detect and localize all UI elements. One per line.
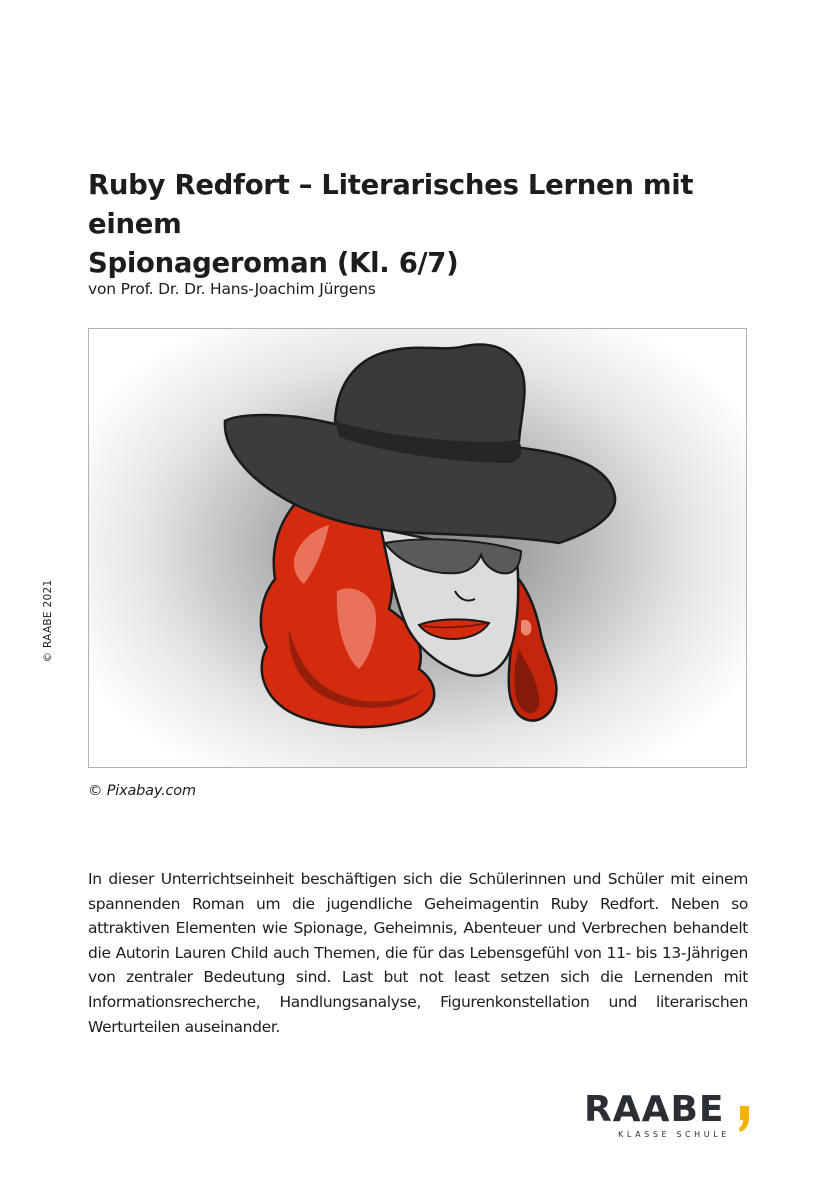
author-line: von Prof. Dr. Dr. Hans-Joachim Jürgens bbox=[88, 280, 376, 298]
logo-tagline: KLASSE SCHULE bbox=[618, 1130, 730, 1139]
document-title bbox=[88, 166, 778, 283]
raabe-logo bbox=[584, 1090, 754, 1140]
logo-wordmark: RAABE bbox=[584, 1089, 725, 1130]
image-credit: © Pixabay.com bbox=[88, 783, 196, 799]
logo-comma-icon bbox=[738, 1106, 750, 1132]
side-copyright bbox=[38, 578, 58, 664]
document-title-line-2: Spionageroman (Kl. 6/7) bbox=[88, 247, 459, 279]
intro-paragraph: In dieser Unterrichtseinheit beschäftigen sich die Schülerinnen und Schüler mit einem spannenden Roman um die jugendliche Geheimagentin Ruby Redfort. Neben so attraktiven Elementen wie Spionage, Geheimnis, Abenteuer und Verbrechen behandelt die Autorin Lauren Child auch Themen, die für das Lebensgefühl von 11- bis 13-Jährigen von zentraler Bedeutung sind. Last but not least setzen sich die Lernenden mit Informationsrecherche, Handlungsanalyse, Figurenkonstellation und literarischen Werturteilen auseinander. bbox=[88, 870, 748, 1036]
cover-illustration bbox=[88, 328, 747, 768]
spy-girl-illustration bbox=[89, 329, 746, 767]
document-title-line-1: Ruby Redfort – Literarisches Lernen mit einem bbox=[88, 169, 694, 240]
side-copyright-text: © RAABE 2021 bbox=[42, 579, 54, 663]
